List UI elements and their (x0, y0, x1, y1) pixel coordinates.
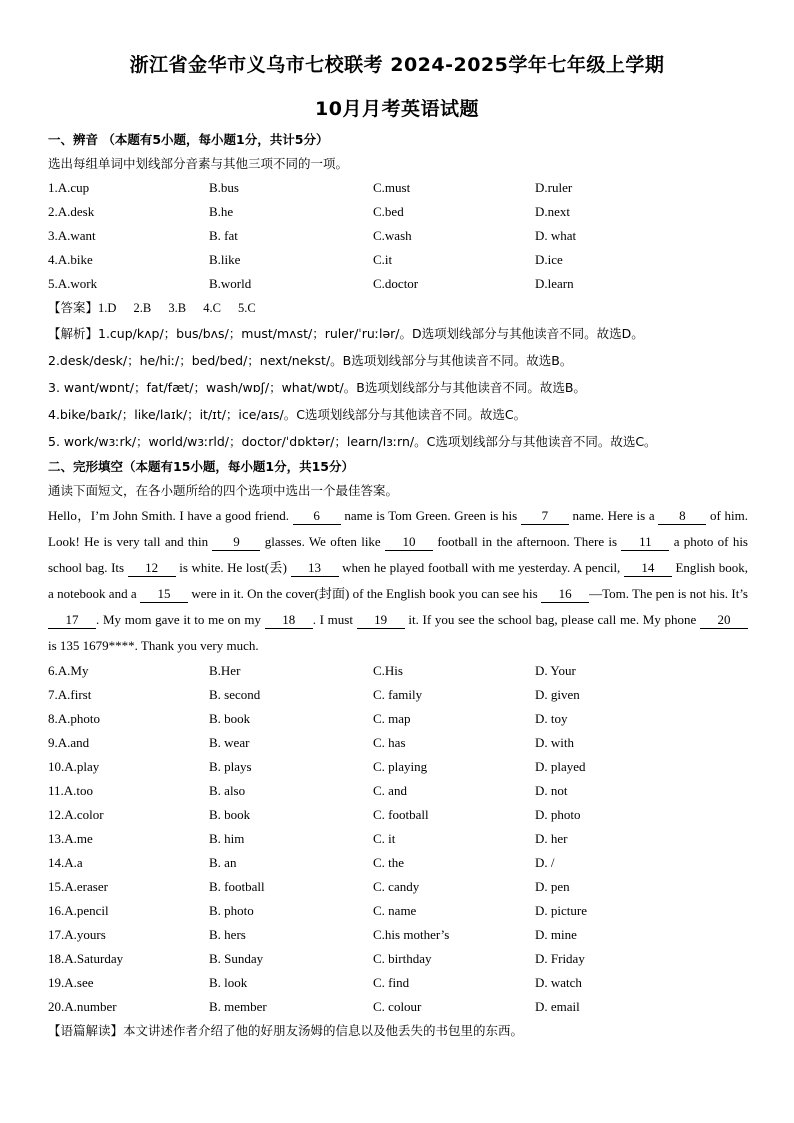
option-c: C. birthday (373, 951, 432, 966)
passage-text: name is Tom Green. Green is his (340, 508, 521, 523)
blank-19: 19 (357, 612, 405, 629)
option-a: 4.A.bike (48, 252, 93, 267)
explanation-line: 2.desk/desk/；he/hiː/；bed/bed/；next/nekst/。B选项划线部分与其他读音不同。故选B。 (48, 353, 573, 368)
option-c: C. name (373, 903, 417, 918)
section1-questions (48, 176, 748, 296)
option-a: 14.A.a (48, 855, 83, 870)
question-row (48, 707, 748, 731)
blank-13: 13 (291, 560, 339, 577)
passage-text: were in it. On the cover(封面) of the English book you can see his (188, 586, 542, 601)
passage-text: a photo of his school bag. Its (48, 534, 748, 575)
option-a: 1.A.cup (48, 180, 90, 195)
section2-instruction: 通读下面短文，在各小题所给的四个选项中选出一个最佳答案。 (48, 483, 399, 498)
option-a: 15.A.eraser (48, 879, 108, 894)
passage-text: Hello，I’m John Smith. I have a good friend. (48, 508, 293, 523)
cloze-passage (48, 503, 748, 659)
section2-heading: 二、完形填空（本题有15小题，每小题1分，共15分） (48, 459, 354, 474)
option-a: 11.A.too (48, 783, 94, 798)
option-c: C. candy (373, 879, 420, 894)
option-a: 10.A.play (48, 759, 100, 774)
passage-text: when he played football with me yesterday. A pencil, (338, 560, 624, 575)
option-b: B. an (209, 855, 237, 870)
question-row (48, 827, 748, 851)
option-c: C. map (373, 711, 411, 726)
option-d: D.ice (535, 252, 563, 267)
option-c: C.his mother’s (373, 927, 450, 942)
blank-16: 16 (541, 586, 589, 603)
option-d: D. pen (535, 879, 570, 894)
option-b: B. fat (209, 228, 238, 243)
answer-line (48, 296, 748, 320)
option-b: B. photo (209, 903, 254, 918)
option-d: D. her (535, 831, 568, 846)
passage-text: glasses. We often like (260, 534, 386, 549)
blank-10: 10 (385, 534, 433, 551)
question-row (48, 176, 748, 200)
option-d: D. Friday (535, 951, 585, 966)
option-a: 13.A.me (48, 831, 93, 846)
option-d: D.learn (535, 276, 574, 291)
question-row (48, 995, 748, 1019)
option-a: 17.A.yours (48, 927, 106, 942)
question-row (48, 779, 748, 803)
option-d: D. / (535, 855, 555, 870)
passage-text: is 135 1679****. Thank you very much. (48, 638, 259, 653)
option-a: 8.A.photo (48, 711, 100, 726)
blank-15: 15 (140, 586, 188, 603)
blank-8: 8 (658, 508, 706, 525)
option-b: B. book (209, 711, 251, 726)
question-row (48, 947, 748, 971)
option-d: D.ruler (535, 180, 573, 195)
option-a: 16.A.pencil (48, 903, 109, 918)
option-c: C.must (373, 180, 411, 195)
option-b: B. also (209, 783, 246, 798)
section1-heading: 一、辨音 （本题有5小题，每小题1分，共计5分） (48, 132, 329, 147)
blank-14: 14 (624, 560, 672, 577)
option-b: B. Sunday (209, 951, 264, 966)
option-b: B. football (209, 879, 265, 894)
option-a: 19.A.see (48, 975, 94, 990)
option-b: B. look (209, 975, 248, 990)
option-a: 9.A.and (48, 735, 90, 750)
passage-text: football in the afternoon. There is (433, 534, 622, 549)
option-a: 2.A.desk (48, 204, 95, 219)
option-d: D. what (535, 228, 577, 243)
option-c: C.wash (373, 228, 412, 243)
blank-18: 18 (265, 612, 313, 629)
answer-keys: 1.D 2.B 3.B 4.C 5.C (98, 301, 256, 315)
question-row (48, 659, 748, 683)
option-b: B. plays (209, 759, 252, 774)
option-d: D. watch (535, 975, 582, 990)
passage-text: . My mom gave it to me on my (96, 612, 265, 627)
exam-body (48, 128, 748, 1043)
option-b: B.bus (209, 180, 239, 195)
option-c: C. has (373, 735, 406, 750)
option-c: C. playing (373, 759, 428, 774)
question-row (48, 755, 748, 779)
option-b: B.like (209, 252, 241, 267)
blank-7: 7 (521, 508, 569, 525)
option-d: D. played (535, 759, 586, 774)
question-row (48, 803, 748, 827)
option-b: B. hers (209, 927, 246, 942)
option-a: 12.A.color (48, 807, 104, 822)
blank-9: 9 (212, 534, 260, 551)
blank-20: 20 (700, 612, 748, 629)
explanation-line: 4.bike/baɪk/；like/laɪk/；it/ɪt/；ice/aɪs/。C选项划线部分与其他读音不同。故选C。 (48, 407, 527, 422)
option-d: D. Your (535, 663, 576, 678)
option-a: 18.A.Saturday (48, 951, 124, 966)
question-row (48, 899, 748, 923)
option-c: C.doctor (373, 276, 419, 291)
option-d: D.next (535, 204, 571, 219)
passage-text: name. Here is a (568, 508, 659, 523)
question-row (48, 731, 748, 755)
question-row (48, 683, 748, 707)
option-d: D. with (535, 735, 574, 750)
option-c: C.His (373, 663, 403, 678)
option-a: 7.A.first (48, 687, 92, 702)
option-d: D. picture (535, 903, 587, 918)
option-b: B. him (209, 831, 245, 846)
option-c: C. the (373, 855, 405, 870)
blank-12: 12 (128, 560, 176, 577)
option-a: 3.A.want (48, 228, 96, 243)
section2-questions (48, 659, 748, 1019)
question-row (48, 272, 748, 296)
option-d: D. given (535, 687, 580, 702)
option-c: C. it (373, 831, 396, 846)
option-c: C. find (373, 975, 410, 990)
passage-text: —Tom. The pen is not his. It’s (589, 586, 748, 601)
section1-instruction: 选出每组单词中划线部分音素与其他三项不同的一项。 (48, 156, 349, 171)
option-b: B. second (209, 687, 261, 702)
option-c: C.it (373, 252, 393, 267)
question-row (48, 851, 748, 875)
question-row (48, 971, 748, 995)
option-c: C. family (373, 687, 423, 702)
question-row (48, 875, 748, 899)
option-b: B. member (209, 999, 267, 1014)
passage-summary: 【语篇解读】本文讲述作者介绍了他的好朋友汤姆的信息以及他丢失的书包里的东西。 (48, 1023, 524, 1038)
option-c: C. and (373, 783, 407, 798)
option-b: B.Her (209, 663, 241, 678)
option-d: D. toy (535, 711, 568, 726)
option-d: D. photo (535, 807, 581, 822)
option-b: B. wear (209, 735, 250, 750)
passage-text: is white. He lost(丢) (175, 560, 291, 575)
option-c: C. football (373, 807, 429, 822)
option-b: B.world (209, 276, 252, 291)
option-d: D. not (535, 783, 568, 798)
question-row (48, 248, 748, 272)
exam-title: 浙江省金华市义乌市七校联考 2024-2025学年七年级上学期 (129, 54, 665, 76)
option-c: C. colour (373, 999, 422, 1014)
explanations (48, 320, 748, 455)
explanation-line: 5. work/wɜːrk/；world/wɜːrld/；doctor/ˈdɒktər/；learn/lɜːrn/。C选项划线部分与其他读音不同。故选C。 (48, 434, 657, 449)
option-b: B.he (209, 204, 234, 219)
question-row (48, 200, 748, 224)
explanation-line: 【解析】1.cup/kʌp/；bus/bʌs/；must/mʌst/；ruler/ˈruːlər/。D选项划线部分与其他读音不同。故选D。 (48, 326, 644, 341)
blank-6: 6 (293, 508, 341, 525)
passage-text: of him. Look! He is very tall and thin (48, 508, 749, 549)
passage-text: it. If you see the school bag, please call me. My phone (404, 612, 701, 627)
option-d: D. email (535, 999, 580, 1014)
option-b: B. book (209, 807, 251, 822)
option-c: C.bed (373, 204, 404, 219)
passage-text: . I must (312, 612, 357, 627)
question-row (48, 923, 748, 947)
option-d: D. mine (535, 927, 577, 942)
answer-label: 【答案】 (48, 300, 99, 315)
option-a: 6.A.My (48, 663, 89, 678)
option-a: 20.A.number (48, 999, 117, 1014)
blank-17: 17 (48, 612, 96, 629)
blank-11: 11 (621, 534, 669, 551)
option-a: 5.A.work (48, 276, 98, 291)
passage-text: English book, a notebook and a (48, 560, 748, 601)
explanation-line: 3. want/wɒnt/；fat/fæt/；wash/wɒʃ/；what/wɒt/。B选项划线部分与其他读音不同。故选B。 (48, 380, 586, 395)
question-row (48, 224, 748, 248)
exam-subtitle: 10月月考英语试题 (315, 98, 479, 120)
